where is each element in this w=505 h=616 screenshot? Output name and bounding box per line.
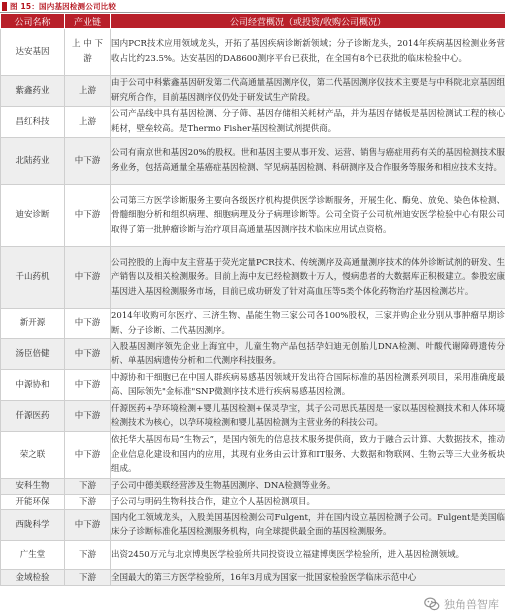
business-overview-cell: 公司第三方医学诊断服务主要向各级医疗机构提供医学诊断服务，开展生化、酶免、放免、染色体检测、骨髓细胞分析和组织病理、细胞病理及分子病理诊断等。公司全资子公司杭州迪安医学检验中心有限公司取得了第一批肿瘤诊断与治疗项目高通量基因测序技术临床应用试点资格。 (111, 185, 505, 247)
company-name-cell: 中源协和 (1, 370, 65, 401)
table-row (1, 309, 505, 339)
industry-chain-cell: 下游 (65, 541, 111, 570)
company-name-cell: 荣之联 (1, 432, 65, 479)
company-name-cell: 汤臣倍健 (1, 339, 65, 370)
company-comparison-table (0, 13, 505, 586)
watermark (424, 596, 499, 612)
business-overview-cell: 中源协和干细胞已在中国人群疾病易感基因领域开发出符合国际标准的基因检测系列项目，采用准确度最高、国际领先"金标准"SNP微测序技术进行疾病易感基因检测。 (111, 370, 505, 401)
business-overview-cell: 子公司中德美联经营涉及生物基因测序、DNA检测等业务。 (111, 479, 505, 495)
industry-chain-cell: 中下游 (65, 339, 111, 370)
business-overview-cell: 入股基因测序领先企业上海宜中，儿童生物产品包括孕妇迪无创胎儿DNA检测、叶酸代谢障碍遗传分析、单基因病遗传分析和二代测序科技服务。 (111, 339, 505, 370)
header-row (1, 14, 505, 29)
business-overview-cell: 国内化工领域龙头，入股美国基因检测公司Fulgent，并在国内设立基因检测子公司。Fulgent是美国临床分子诊断标准化基因检测服务机构，向全球提供最全面的基因检测服务。 (111, 510, 505, 541)
business-overview-cell: 仟源医药+孕环境检测+婴儿基因检测+保灵孕宝，其子公司思氏基因是一家以基因检测技术和人体环境检测技术为核心，以孕环境检测和婴儿基因检测为主营业务的科技公司。 (111, 401, 505, 432)
table-row (1, 370, 505, 401)
industry-chain-cell: 中下游 (65, 370, 111, 401)
table-row (1, 29, 505, 76)
caption-marker (2, 2, 7, 11)
industry-chain-cell: 中下游 (65, 247, 111, 309)
business-overview-cell: 公司控股的上海中友主营基于荧光定量PCR技术、传统测序及高通量测序技术的体外诊断试剂的研发、生产销售以及相关检测服务。目前上海中友已经检测数十万人，慢病患者的大数据库正积极建立。参股宏康基因进入基因检测服务市场，目前已成功研发了针对高血压等5类个体化药物治疗基因检测芯片。 (111, 247, 505, 309)
industry-chain-cell: 下游 (65, 479, 111, 495)
industry-chain-cell: 中下游 (65, 185, 111, 247)
business-overview-cell: 2014年收购可尔医疗、三济生物、晶能生物三家公司各100%股权，三家并购企业分别从事肿瘤早期诊断、分子诊断、二代基因测序。 (111, 309, 505, 339)
company-name-cell: 广生堂 (1, 541, 65, 570)
table-row (1, 570, 505, 586)
wechat-icon (424, 596, 440, 612)
table-row (1, 107, 505, 138)
business-overview-cell: 公司产品线中具有基因检测、分子筛、基因存储相关耗材产品，并为基因存储板是基因检测试工程的核心耗材，壁垒较高。是Thermo Fisher基因检测试剂提供商。 (111, 107, 505, 138)
header-desc: 公司经营概况（或投资/收购公司概况） (111, 14, 505, 29)
table-row (1, 541, 505, 570)
company-name-cell: 仟源医药 (1, 401, 65, 432)
business-overview-cell: 依托华大基因布局“生物云”，是国内领先的信息技术服务提供商，致力于融合云计算、大数据技术，推动企业信息化建设和国内的应用，其现有业务由云计算和IT服务、大数据和物联网、生物云等三大业务板块组成。 (111, 432, 505, 479)
company-name-cell: 安科生物 (1, 479, 65, 495)
company-name-cell: 新开源 (1, 309, 65, 339)
table-row (1, 494, 505, 510)
industry-chain-cell: 中下游 (65, 432, 111, 479)
watermark-text: 独角兽智库 (444, 598, 499, 611)
company-name-cell: 迪安诊断 (1, 185, 65, 247)
header-company: 公司名称 (1, 14, 65, 29)
table-row (1, 401, 505, 432)
table-row (1, 479, 505, 495)
company-name-cell: 千山药机 (1, 247, 65, 309)
company-name-cell: 金域检验 (1, 570, 65, 586)
business-overview-cell: 全国最大的第三方医学检验所，16年3月成为国家一批国家检验医学临床示范中心 (111, 570, 505, 586)
table-body (1, 29, 505, 586)
business-overview-cell: 出资2450万元与北京博奥医学检验所共同投资设立福建博奥医学检验所，进入基因检测领域。 (111, 541, 505, 570)
industry-chain-cell: 中下游 (65, 401, 111, 432)
industry-chain-cell: 上 中 下 游 (65, 29, 111, 76)
table-row (1, 339, 505, 370)
industry-chain-cell: 中下游 (65, 138, 111, 185)
company-name-cell: 西陇科学 (1, 510, 65, 541)
table-row (1, 510, 505, 541)
table-row (1, 76, 505, 107)
company-name-cell: 北陆药业 (1, 138, 65, 185)
business-overview-cell: 由于公司中科紫鑫基因研发第二代高通量基因测序仪，第二代基因测序仪技术主要是与中科院北京基因组研究所合作，目前基因测序仪仍处于研发试生产阶段。 (111, 76, 505, 107)
company-name-cell: 达安基因 (1, 29, 65, 76)
figure-caption: 图 15：国内基因检测公司比较 (10, 2, 117, 11)
company-name-cell: 紫鑫药业 (1, 76, 65, 107)
industry-chain-cell: 下游 (65, 494, 111, 510)
business-overview-cell: 子公司与明码生物科技合作，建立个人基因检测项目。 (111, 494, 505, 510)
industry-chain-cell: 上游 (65, 107, 111, 138)
industry-chain-cell: 下游 (65, 570, 111, 586)
company-name-cell: 开能环保 (1, 494, 65, 510)
industry-chain-cell: 中下游 (65, 309, 111, 339)
industry-chain-cell: 中下游 (65, 510, 111, 541)
business-overview-cell: 国内PCR技术应用领域龙头，开拓了基因疾病诊断新领域；分子诊断龙头，2014年疾病基因检测业务营收占比约23.5%。达安基因的DA8600测序平台已获批，在全国有8个已获批的临床检验中心。 (111, 29, 505, 76)
table-row (1, 432, 505, 479)
company-name-cell: 昌红科技 (1, 107, 65, 138)
table-row (1, 247, 505, 309)
table-row (1, 185, 505, 247)
industry-chain-cell: 上游 (65, 76, 111, 107)
business-overview-cell: 公司有南京世和基因20%的股权。世和基因主要从事开发、运营、销售与癌症用药有关的基因检测技术服务业务，包括高通量全基癌症基因检测、罕见病基因检测、科研测序及合作服务等服务和相应技术支持。 (111, 138, 505, 185)
table-row (1, 138, 505, 185)
header-chain: 产业链 (65, 14, 111, 29)
